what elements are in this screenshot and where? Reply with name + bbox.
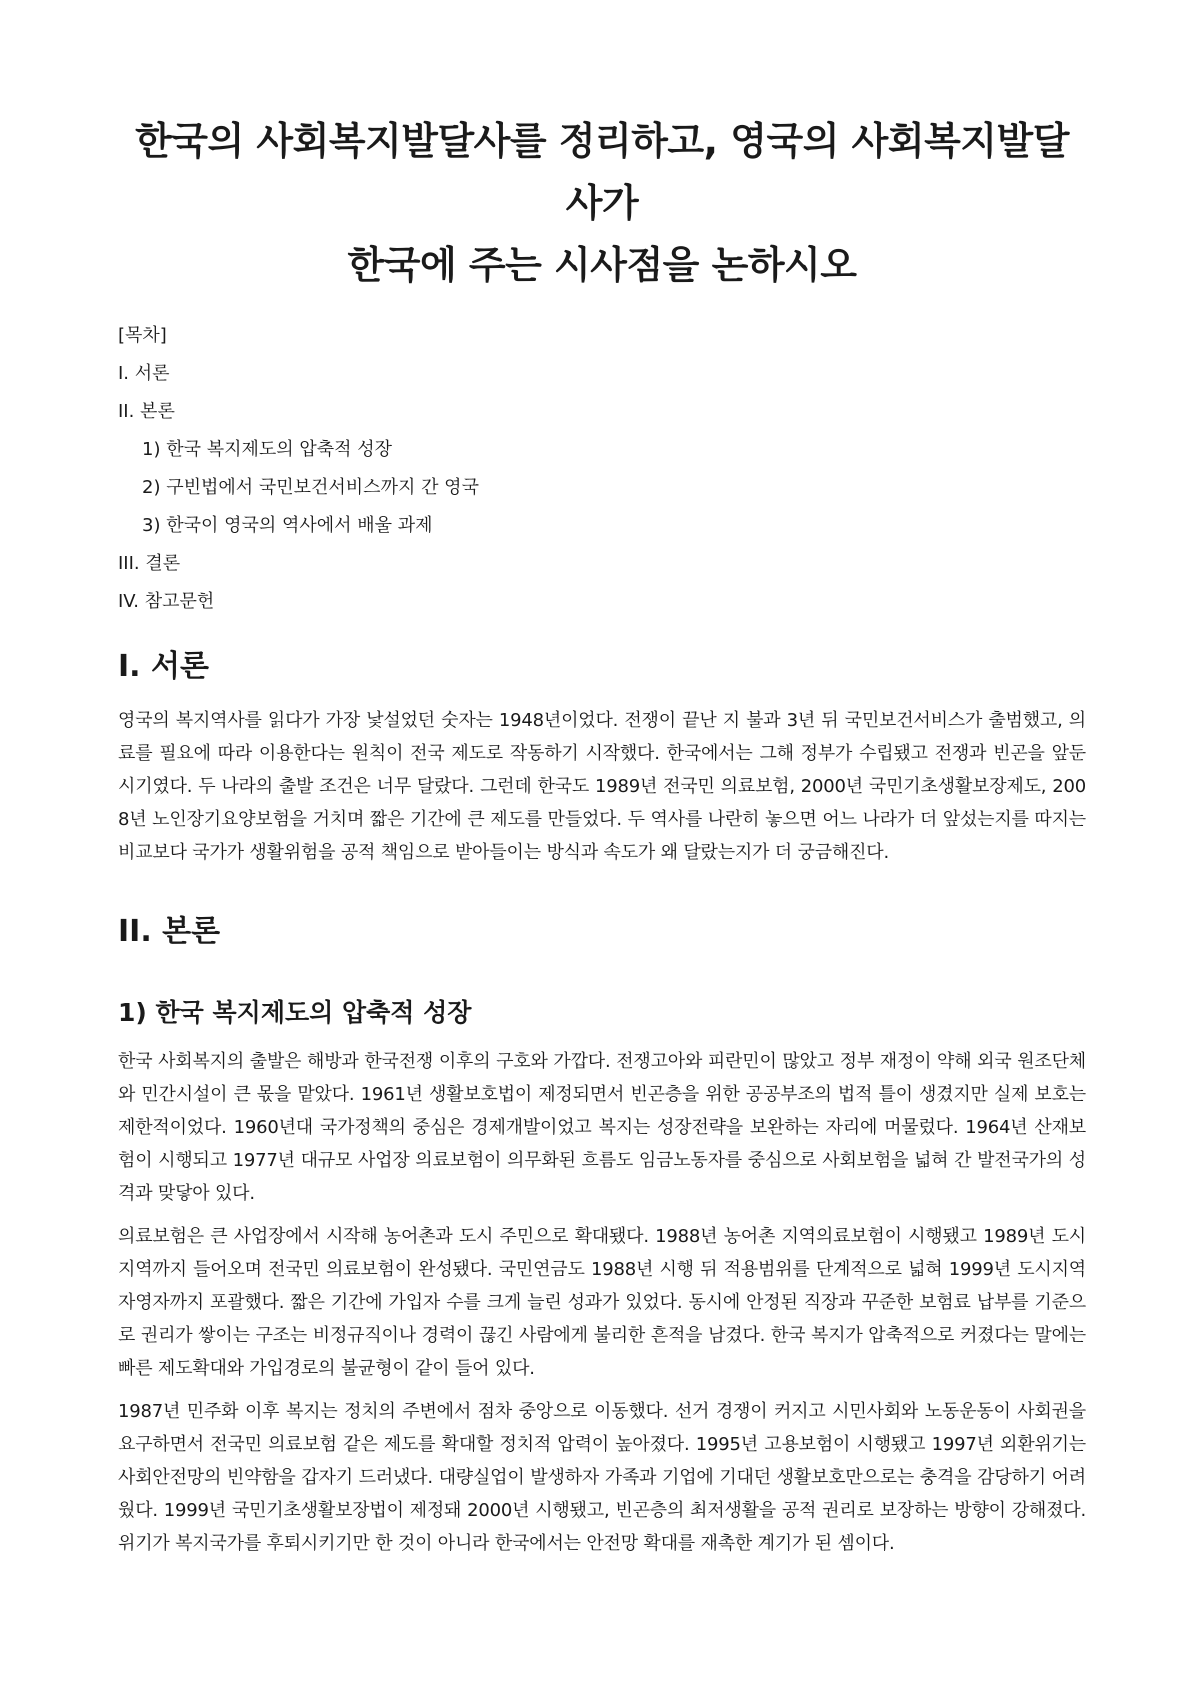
main-body-heading: II. 본론	[118, 914, 221, 949]
introduction-paragraph: 영국의 복지역사를 읽다가 가장 낯설었던 숫자는 1948년이었다. 전쟁이 끝난 지 불과 3년 뒤 국민보건서비스가 출범했고, 의료를 필요에 따라 이용한다는 원칙이 전국 제도로 작동하기 시작했다. 한국에서는 그해 정부가 수립됐고 전쟁과 빈곤을 앞둔 시기였다. 두 나라의 출발 조건은 너무 달랐다. 그런데 한국도 1989년 전국민 의료보험, 2000년 국민기초생활보장제도, 2008년 노인장기요양보험을 거치며 짧은 기간에 큰 제도를 만들었다. 두 역사를 나란히 놓으면 어느 나라가 더 앞섰는지를 따지는 비교보다 국가가 생활위험을 공적 책임으로 받아들이는 방식과 속도가 왜 달랐는지가 더 궁금해진다.	[118, 710, 1086, 863]
korea-growth-paragraph-2: 의료보험은 큰 사업장에서 시작해 농어촌과 도시 주민으로 확대됐다. 1988년 농어촌 지역의료보험이 시행됐고 1989년 도시지역까지 들어오며 전국민 의료보험이 완성됐다. 국민연금도 1988년 시행 뒤 적용범위를 단계적으로 넓혀 1999년 도시지역 자영자까지 포괄했다. 짧은 기간에 가입자 수를 크게 늘린 성과가 있었다. 동시에 안정된 직장과 꾸준한 보험료 납부를 기준으로 권리가 쌓이는 구조는 비정규직이나 경력이 끊긴 사람에게 불리한 흔적을 남겼다. 한국 복지가 압축적으로 커졌다는 말에는 빠른 제도확대와 가입경로의 불균형이 같이 들어 있다.	[118, 1226, 1086, 1379]
section-introduction	[118, 648, 1086, 869]
subsection-korea-growth	[118, 997, 1086, 1560]
document-title-line-1: 한국의 사회복지발달사를 정리하고, 영국의 사회복지발달사가	[135, 119, 1069, 225]
table-of-contents	[118, 324, 1086, 614]
document-title-line-2: 한국에 주는 시사점을 논하시오	[347, 243, 857, 287]
korea-growth-heading: 1) 한국 복지제도의 압축적 성장	[118, 998, 472, 1027]
toc-item-references: IV. 참고문헌	[118, 591, 215, 612]
korea-growth-paragraph-3: 1987년 민주화 이후 복지는 정치의 주변에서 점차 중앙으로 이동했다. 선거 경쟁이 커지고 시민사회와 노동운동이 사회권을 요구하면서 전국민 의료보험 같은 제도를 확대할 정치적 압력이 높아졌다. 1995년 고용보험이 시행됐고 1997년 외환위기는 사회안전망의 빈약함을 갑자기 드러냈다. 대량실업이 발생하자 가족과 기업에 기대던 생활보호만으로는 충격을 감당하기 어려웠다. 1999년 국민기초생활보장법이 제정돼 2000년 시행됐고, 빈곤층의 최저생활을 공적 권리로 보장하는 방향이 강해졌다. 위기가 복지국가를 후퇴시키기만 한 것이 아니라 한국에서는 안전망 확대를 재촉한 계기가 된 셈이다.	[118, 1401, 1086, 1554]
toc-item-main-body: II. 본론	[118, 401, 175, 422]
document-title	[118, 110, 1086, 296]
toc-item-lessons: 3) 한국이 영국의 역사에서 배울 과제	[142, 515, 433, 536]
toc-heading: [목차]	[118, 325, 167, 346]
section-main-body	[118, 913, 1086, 1560]
introduction-heading: I. 서론	[118, 649, 209, 684]
toc-item-uk-history: 2) 구빈법에서 국민보건서비스까지 간 영국	[142, 477, 479, 498]
toc-item-introduction: I. 서론	[118, 363, 170, 384]
toc-item-conclusion: III. 결론	[118, 553, 181, 574]
korea-growth-paragraph-1: 한국 사회복지의 출발은 해방과 한국전쟁 이후의 구호와 가깝다. 전쟁고아와 피란민이 많았고 정부 재정이 약해 외국 원조단체와 민간시설이 큰 몫을 맡았다. 1961년 생활보호법이 제정되면서 빈곤층을 위한 공공부조의 법적 틀이 생겼지만 실제 보호는 제한적이었다. 1960년대 국가정책의 중심은 경제개발이었고 복지는 성장전략을 보완하는 자리에 머물렀다. 1964년 산재보험이 시행되고 1977년 대규모 사업장 의료보험이 의무화된 흐름도 임금노동자를 중심으로 사회보험을 넓혀 간 발전국가의 성격과 맞닿아 있다.	[118, 1051, 1086, 1204]
toc-item-korea-growth: 1) 한국 복지제도의 압축적 성장	[142, 439, 393, 460]
